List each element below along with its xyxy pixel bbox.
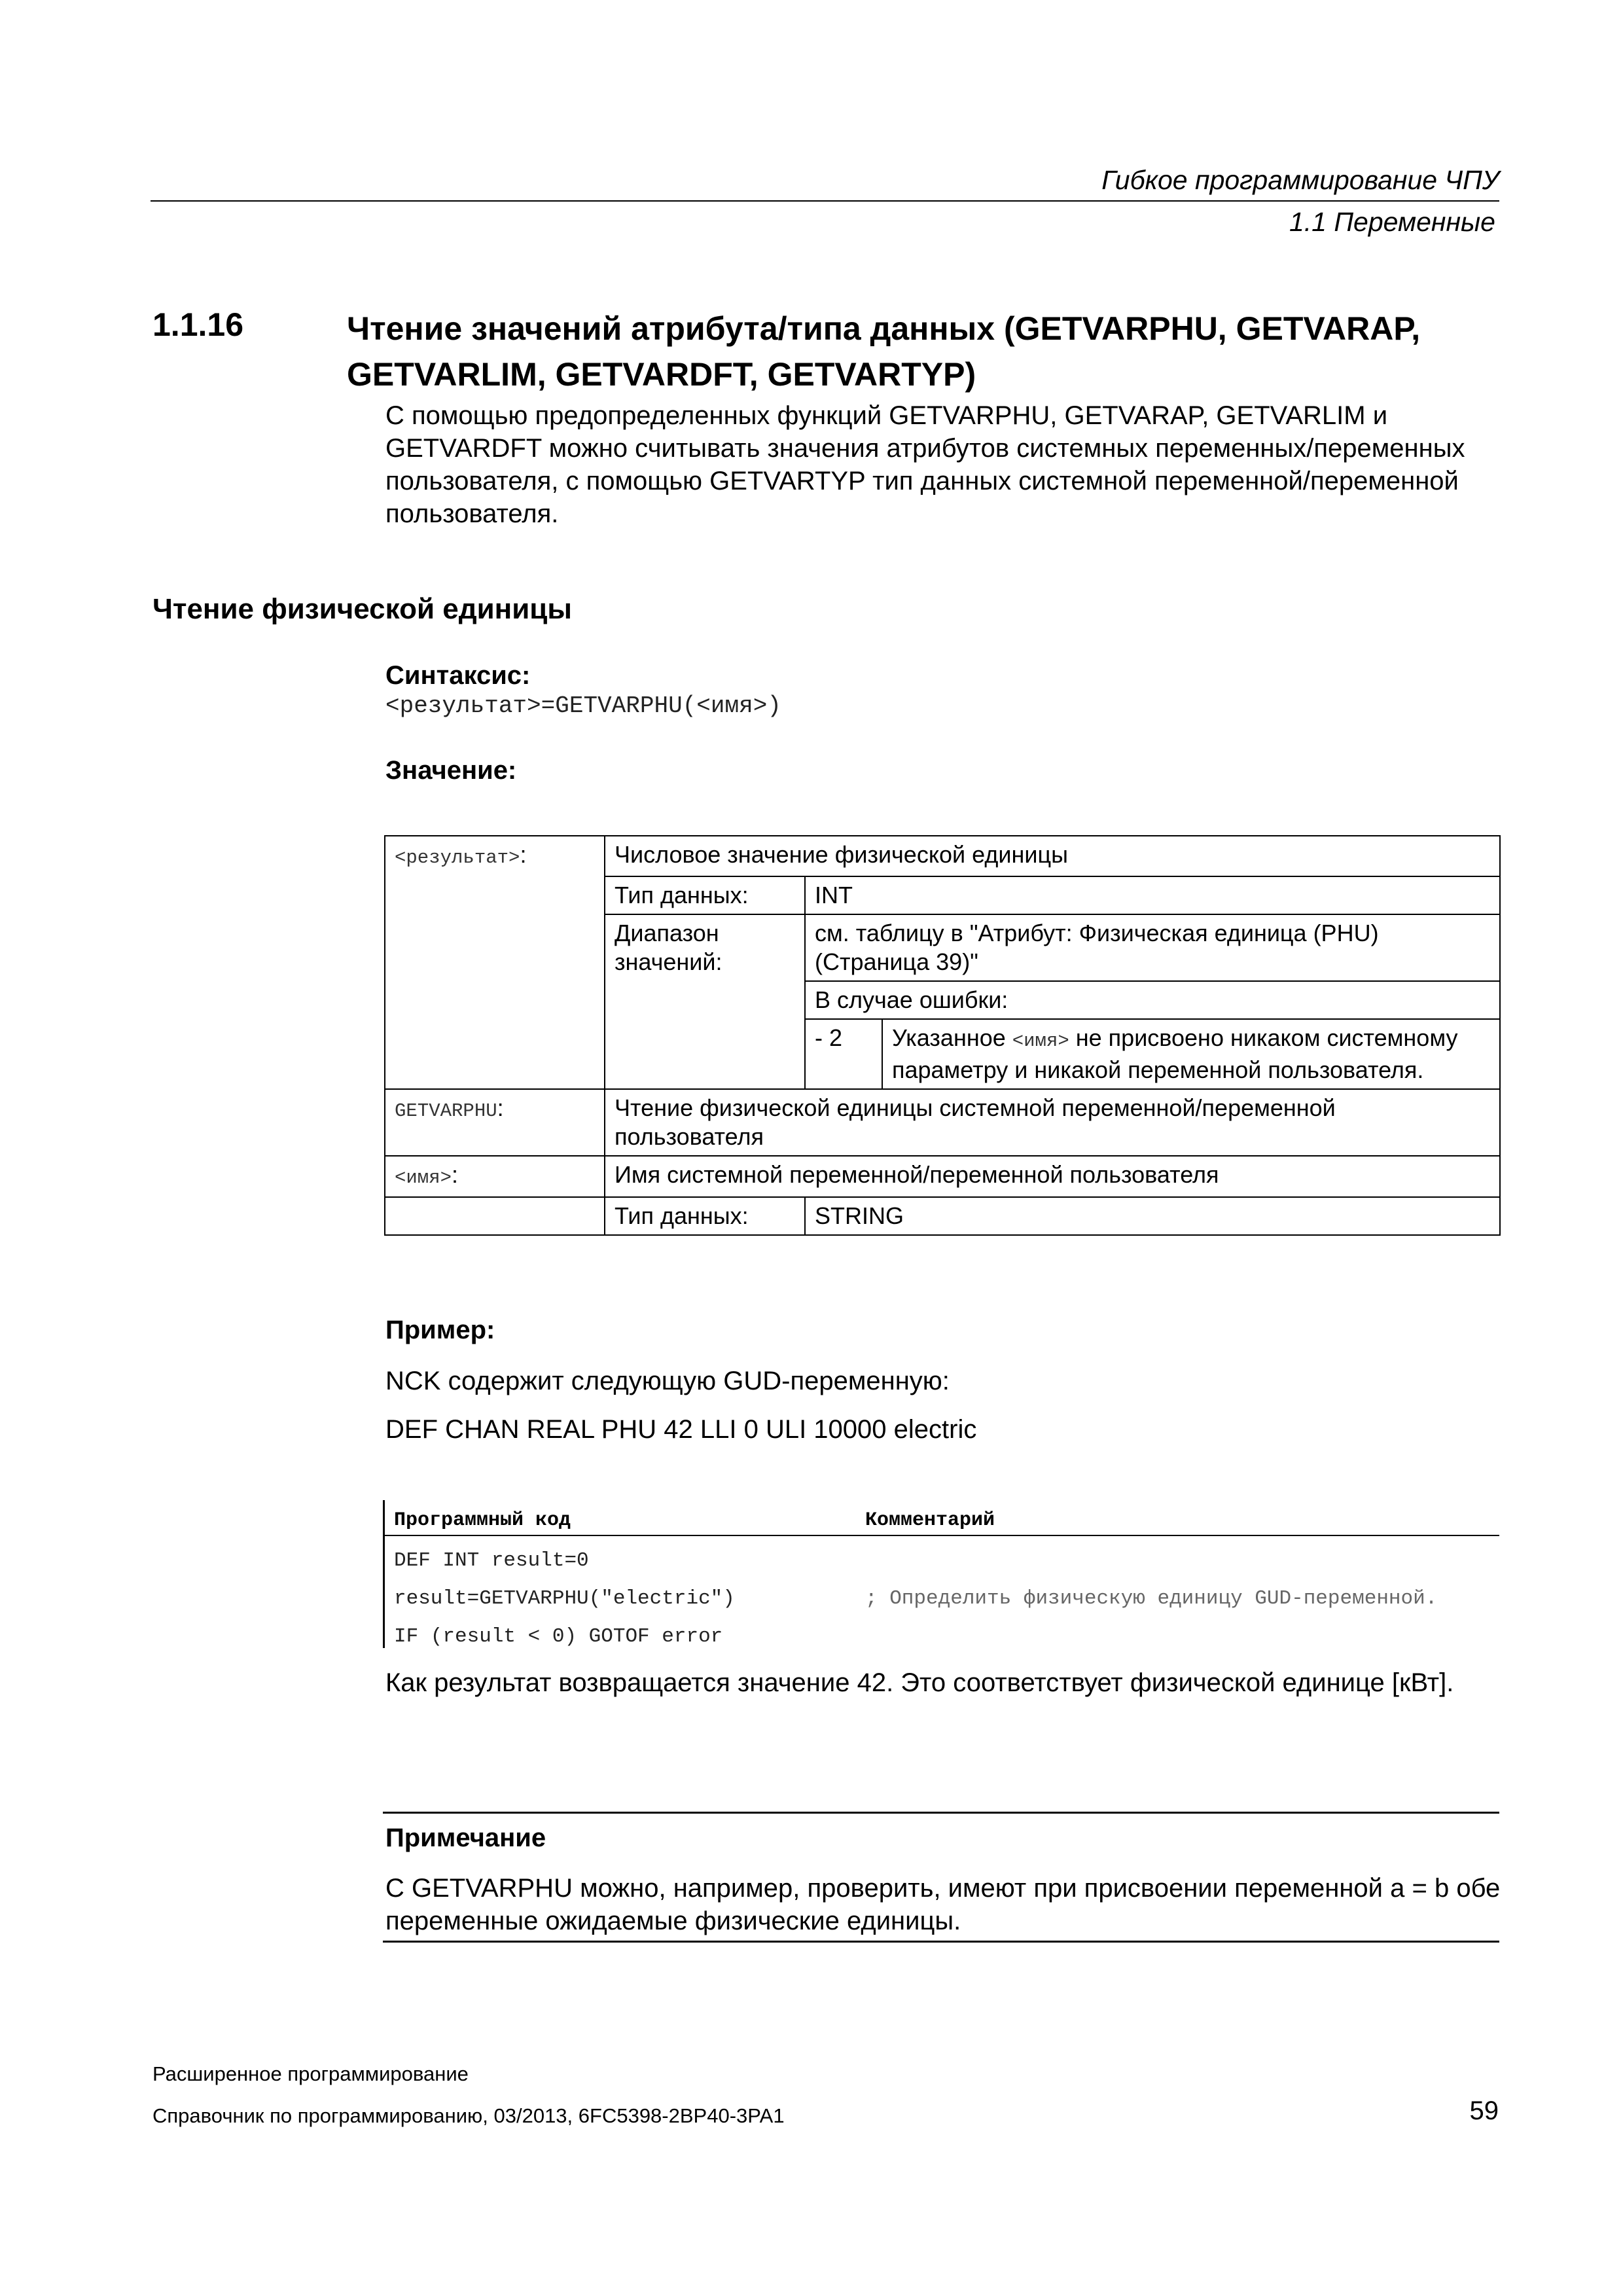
table-row — [385, 1197, 1500, 1235]
page-number: 59 — [1469, 2096, 1499, 2125]
datatype-label: Тип данных: — [605, 1197, 805, 1235]
table-row — [385, 981, 1500, 1019]
range-value: см. таблицу в "Атрибут: Физическая единица (PHU) (Страница 39)" — [805, 914, 1500, 981]
table-row — [385, 836, 1500, 876]
code-header-rule — [385, 1535, 1499, 1536]
param-key-text: GETVARPHU — [395, 1100, 497, 1122]
param-desc: Имя системной переменной/переменной пользователя — [605, 1156, 1500, 1197]
error-desc: Указанное <имя> не присвоено никаком системному параметру и никакой переменной пользователя. — [882, 1019, 1500, 1089]
result-text: Как результат возвращается значение 42. Это соответствует физической единице [кВт]. — [385, 1668, 1454, 1697]
param-desc: Чтение физической единицы системной переменной/переменной пользователя — [605, 1089, 1500, 1156]
running-header-subtitle: 1.1 Переменные — [1289, 207, 1495, 237]
code-block-bar — [383, 1500, 385, 1648]
section-intro: С помощью предопределенных функций GETVARPHU, GETVARAP, GETVARLIM и GETVARDFT можно считывать значения атрибутов системных переменных/переменных пользователя, с помощью GETVARTYP тип данных системной переменной/переменной пользователя. — [385, 401, 1465, 528]
table-row — [385, 1156, 1500, 1197]
parameter-table — [384, 835, 1501, 1236]
running-header-title: Гибкое программирование ЧПУ — [1101, 165, 1499, 195]
header-rule — [151, 200, 1499, 202]
note-text: С GETVARPHU можно, например, проверить, имеют при присвоении переменной a = b обе переменные ожидаемые физические единицы. — [385, 1874, 1501, 1935]
datatype-value: STRING — [805, 1197, 1500, 1235]
code-line: DEF INT result=0 — [394, 1549, 589, 1572]
param-key-name: <имя>: — [385, 1156, 605, 1197]
table-row — [385, 914, 1500, 981]
code-header-comment: Комментарий — [865, 1509, 995, 1532]
param-key-text: <имя> — [395, 1167, 452, 1189]
note-label: Примечание — [385, 1823, 546, 1852]
error-code: - 2 — [805, 1019, 882, 1089]
footer-line-1: Расширенное программирование — [152, 2062, 469, 2085]
code-comment: ; Определить физическую единицу GUD-переменной. — [865, 1587, 1438, 1610]
param-key-colon: : — [520, 841, 527, 868]
param-key-text: <результат> — [395, 847, 520, 869]
param-key-func: GETVARPHU: — [385, 1089, 605, 1156]
code-line: result=GETVARPHU("electric") — [394, 1587, 735, 1610]
syntax-label: Синтаксис: — [385, 661, 531, 690]
footer-line-2: Справочник по программированию, 03/2013, 6FC5398-2BP40-3PA1 — [152, 2104, 785, 2127]
table-row — [385, 1089, 1500, 1156]
example-text: NCK содержит следующую GUD-переменную: — [385, 1367, 950, 1395]
table-row — [385, 876, 1500, 914]
example-label: Пример: — [385, 1316, 495, 1344]
error-desc-name: <имя> — [1012, 1030, 1069, 1052]
datatype-value: INT — [805, 876, 1500, 914]
section-number: 1.1.16 — [152, 306, 244, 343]
code-line: IF (result < 0) GOTOF error — [394, 1625, 723, 1648]
param-key-result — [385, 836, 605, 876]
code-header-program: Программный код — [394, 1509, 571, 1532]
section-title: Чтение значений атрибута/типа данных (GETVARPHU, GETVARAP, GETVARLIM, GETVARDFT, GETVARTYP) — [347, 310, 1421, 393]
example-definition: DEF CHAN REAL PHU 42 LLI 0 ULI 10000 electric — [385, 1415, 977, 1444]
table-row — [385, 1019, 1500, 1089]
note-rule-bottom — [383, 1941, 1499, 1943]
range-label: Диапазон значений: — [605, 914, 805, 1089]
datatype-label: Тип данных: — [605, 876, 805, 914]
subsection-title: Чтение физической единицы — [152, 593, 572, 625]
note-rule-top — [383, 1812, 1499, 1814]
param-desc: Числовое значение физической единицы — [605, 836, 1500, 876]
meaning-label: Значение: — [385, 756, 517, 785]
error-label: В случае ошибки: — [805, 981, 1500, 1019]
syntax-code: <результат>=GETVARPHU(<имя>) — [385, 692, 781, 719]
